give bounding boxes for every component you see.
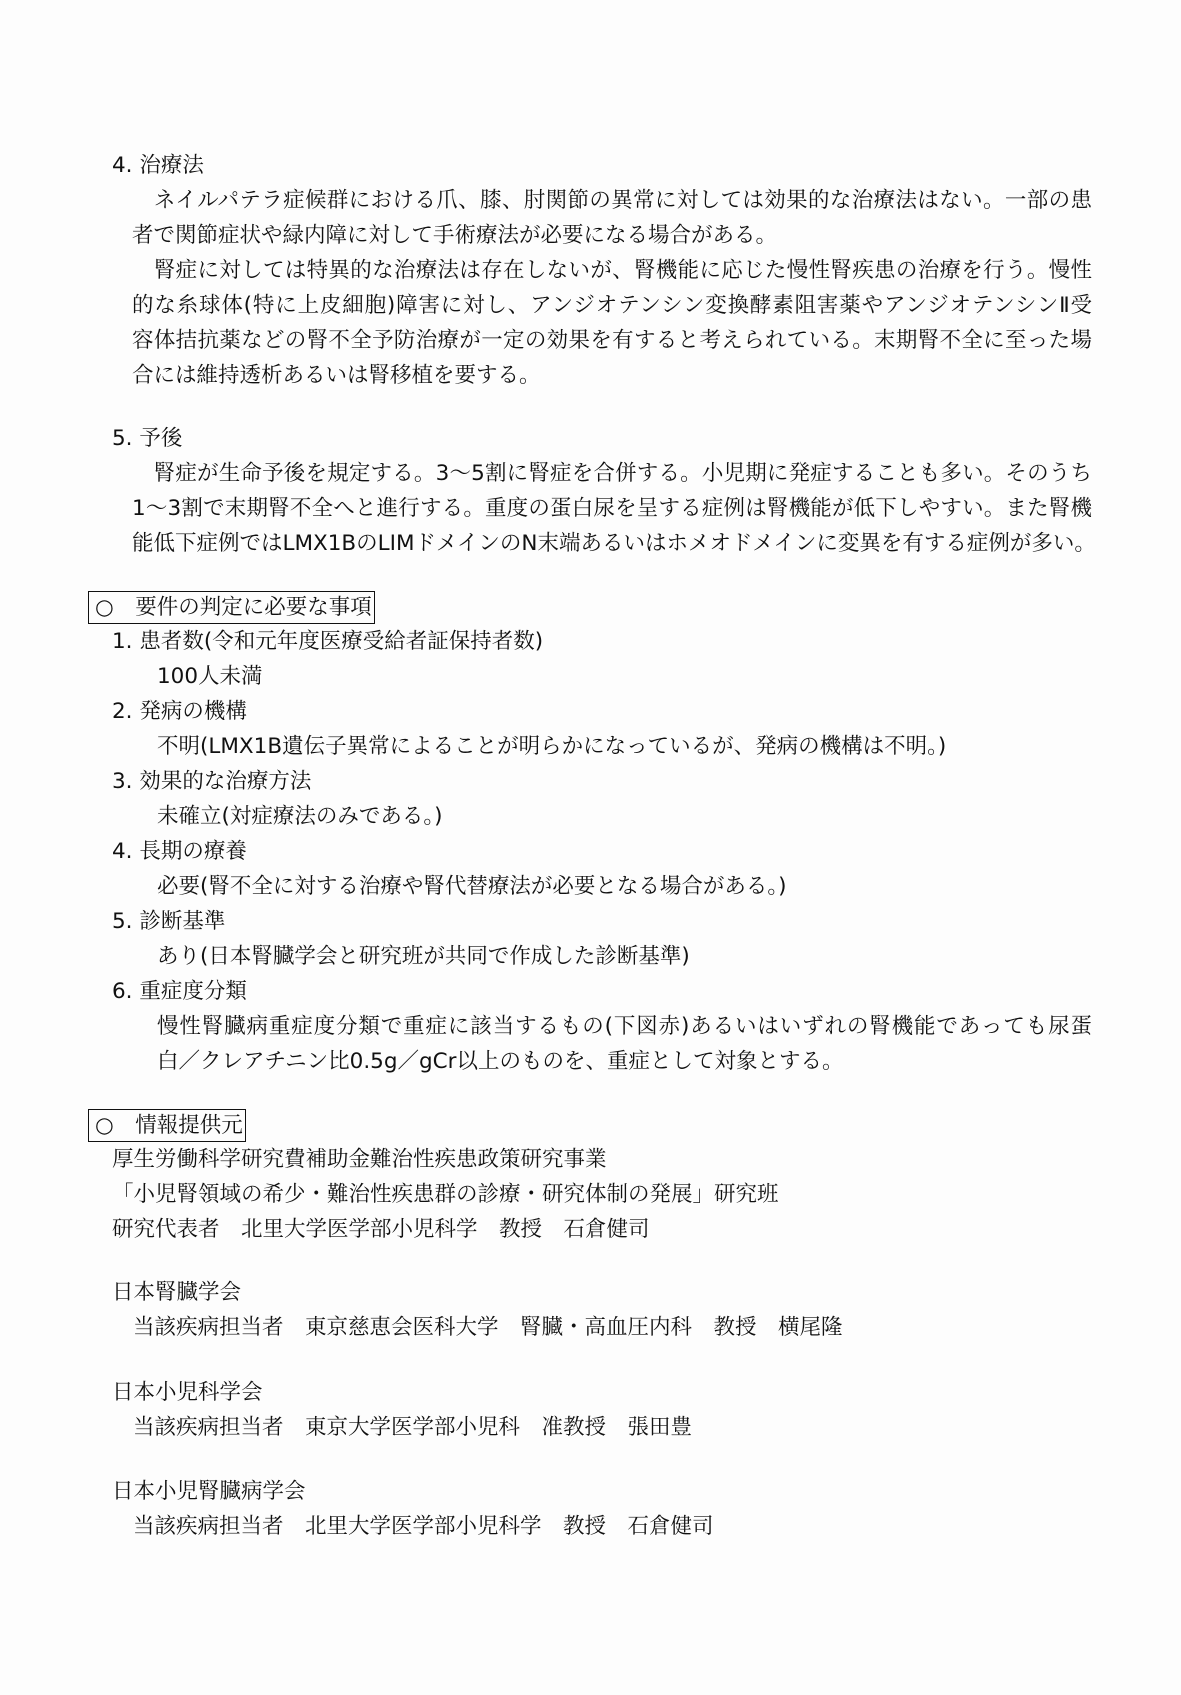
paragraph-line: 腎症が生命予後を規定する。3～5割に腎症を合併する。小児期に発症することも多い。そのうち	[132, 461, 1092, 486]
item-text: 必要(腎不全に対する治療や腎代替療法が必要となる場合がある。)	[157, 874, 787, 899]
item-label: 2. 発病の機構	[112, 699, 247, 724]
item-label: 5. 診断基準	[112, 909, 226, 934]
item-text: 100人未満	[157, 664, 263, 689]
item-label: 6. 重症度分類	[112, 979, 247, 1004]
paragraph-line: 的な糸球体(特に上皮細胞)障害に対し、アンジオテンシン変換酵素阻害薬やアンジオテンシンⅡ受	[132, 293, 1092, 318]
society-name: 日本小児腎臓病学会	[112, 1479, 306, 1504]
paragraph-line: 1～3割で末期腎不全へと進行する。重度の蛋白尿を呈する症例は腎機能が低下しやすい。また腎機	[132, 496, 1092, 521]
boxed-section-title: ○ 情報提供元	[88, 1109, 246, 1142]
item-text: 未確立(対症療法のみである。)	[157, 804, 443, 829]
paragraph-line: 合には維持透析あるいは腎移植を要する。	[132, 363, 541, 388]
paragraph-line: 者で関節症状や緑内障に対して手術療法が必要になる場合がある。	[132, 223, 778, 248]
paragraph-line: ネイルパテラ症候群における爪、膝、肘関節の異常に対しては効果的な治療法はない。一部の患	[132, 188, 1092, 213]
section-heading: 4. 治療法	[112, 153, 204, 178]
research-line: 厚生労働科学研究費補助金難治性疾患政策研究事業	[112, 1147, 607, 1172]
item-text: 慢性腎臓病重症度分類で重症に該当するもの(下図赤)あるいはいずれの腎機能であっても尿蛋	[157, 1014, 1092, 1039]
item-label: 4. 長期の療養	[112, 839, 247, 864]
section-heading: 5. 予後	[112, 426, 183, 451]
paragraph-line: 容体拮抗薬などの腎不全予防治療が一定の効果を有すると考えられている。末期腎不全に至った場	[132, 328, 1092, 353]
item-text: 不明(LMX1B遺伝子異常によることが明らかになっているが、発病の機構は不明。)	[157, 734, 947, 759]
item-text: 白／クレアチニン比0.5g／gCr以上のものを、重症として対象とする。	[157, 1049, 844, 1074]
society-person: 当該疾病担当者 東京大学医学部小児科 准教授 張田豊	[133, 1415, 693, 1440]
boxed-section-title: ○ 要件の判定に必要な事項	[88, 591, 375, 624]
paragraph-line: 能低下症例ではLMX1BのLIMドメインのN末端あるいはホメオドメインに変異を有する症例が多い。	[132, 531, 1096, 556]
item-label: 3. 効果的な治療方法	[112, 769, 312, 794]
society-person: 当該疾病担当者 北里大学医学部小児科学 教授 石倉健司	[133, 1514, 714, 1539]
research-line: 研究代表者 北里大学医学部小児科学 教授 石倉健司	[112, 1217, 650, 1242]
paragraph-line: 腎症に対しては特異的な治療法は存在しないが、腎機能に応じた慢性腎疾患の治療を行う。慢性	[132, 258, 1092, 283]
society-person: 当該疾病担当者 東京慈恵会医科大学 腎臓・高血圧内科 教授 横尾隆	[133, 1315, 843, 1340]
society-name: 日本腎臓学会	[112, 1280, 242, 1305]
society-name: 日本小児科学会	[112, 1380, 263, 1405]
item-label: 1. 患者数(令和元年度医療受給者証保持者数)	[112, 629, 544, 654]
research-line: 「小児腎領域の希少・難治性疾患群の診療・研究体制の発展」研究班	[112, 1182, 779, 1207]
item-text: あり(日本腎臓学会と研究班が共同で作成した診断基準)	[157, 944, 690, 969]
